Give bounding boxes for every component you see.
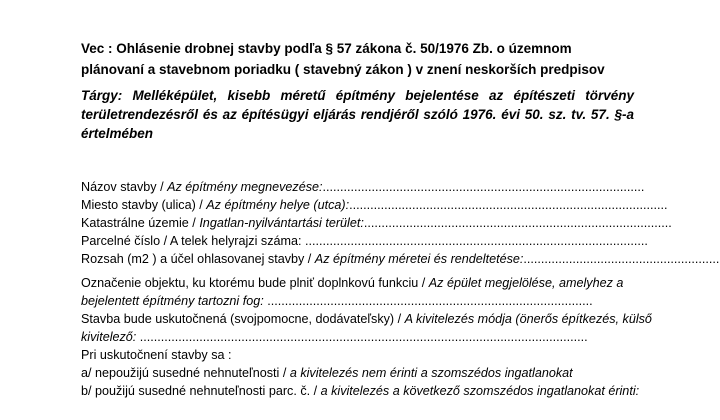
option-label-hu: a kivitelezés nem érinti a szomszédos ingatlanokat — [289, 366, 573, 380]
field-label-hu: Az épület megjelölése, amelyhez a — [428, 276, 624, 290]
field-label-sk: Parcelné číslo / A telek helyrajzi száma: — [81, 234, 305, 248]
field-label-hu: Az építmény helye (utca): — [206, 198, 350, 212]
field-label-sk: Miesto stavby (ulica) / — [81, 198, 207, 212]
field-object-designation-cont[interactable] — [81, 292, 634, 310]
field-parcel-number[interactable] — [81, 232, 648, 250]
field-blank-dots[interactable]: ............................................................................................. — [267, 294, 593, 308]
field-blank-dots[interactable]: .................................................................................................. — [305, 234, 648, 248]
field-execution-method-cont[interactable] — [81, 328, 634, 346]
field-label-sk: Rozsah (m2 ) a účel ohlasovanej stavby / — [81, 252, 315, 266]
field-label-hu: bejelentett építmény tartozni fog: — [81, 294, 264, 308]
field-label-hu: Az építmény megnevezése: — [167, 180, 323, 194]
subject-heading-hu: Tárgy: Melléképület, kisebb méretű építmény bejelentése az építészeti törvény területrendezésről és az építésügyi eljárás rendjéről szóló 1976. évi 50. sz. tv. 57. §-a értelmében — [81, 88, 634, 141]
field-label-hu: Ingatlan-nyilvántartási terület: — [199, 216, 364, 230]
option-label-sk: a/ nepoužijú susedné nehnuteľnosti / — [81, 366, 290, 380]
option-label-sk: b/ použijú susedné nehnuteľnosti parc. č. / — [81, 384, 321, 398]
option-a-no-neighbors[interactable] — [81, 364, 634, 382]
form-fields — [81, 178, 720, 400]
field-blank-dots[interactable]: ............................................................................................ — [322, 180, 645, 194]
field-label-hu: Az építmény méretei és rendeltetése: — [314, 252, 524, 266]
field-blank-dots[interactable]: ........................................................................................ — [363, 216, 672, 230]
field-object-designation — [81, 274, 634, 292]
field-size-purpose[interactable] — [81, 250, 720, 268]
field-label-hu: kivitelező: — [81, 330, 137, 344]
field-building-name[interactable] — [81, 178, 645, 196]
option-b-neighbors-used[interactable] — [81, 382, 640, 400]
field-blank-dots[interactable]: ........................................................................................... — [349, 198, 668, 212]
field-label-sk: Katastrálne územie / — [81, 216, 200, 230]
field-blank-dots[interactable]: ................................................................................................................................ — [139, 330, 588, 344]
field-label-hu: A kivitelezés módja (önerős építkezés, külső — [404, 312, 652, 326]
field-building-location[interactable] — [81, 196, 668, 214]
option-label-hu: a kivitelezés a következő szomszédos ingatlanokat érinti: — [320, 384, 640, 398]
subject-heading-sk: Vec : Ohlásenie drobnej stavby podľa § 57 zákona č. 50/1976 Zb. o územnom plánovaní a stavebnom poriadku ( stavebný zákon ) v znení neskorších predpisov — [81, 41, 605, 77]
neighbors-heading: Pri uskutočnení stavby sa : — [81, 348, 232, 362]
field-cadastral-area[interactable] — [81, 214, 672, 232]
field-label-sk: Označenie objektu, ku ktorému bude plniť doplnkovú funkciu / — [81, 276, 429, 290]
field-label-sk: Stavba bude uskutočnená (svojpomocne, dodávateľsky) / — [81, 312, 405, 326]
field-label-sk: Názov stavby / — [81, 180, 168, 194]
field-execution-method — [81, 310, 652, 328]
field-blank-dots[interactable]: ........................................................ — [523, 252, 720, 266]
